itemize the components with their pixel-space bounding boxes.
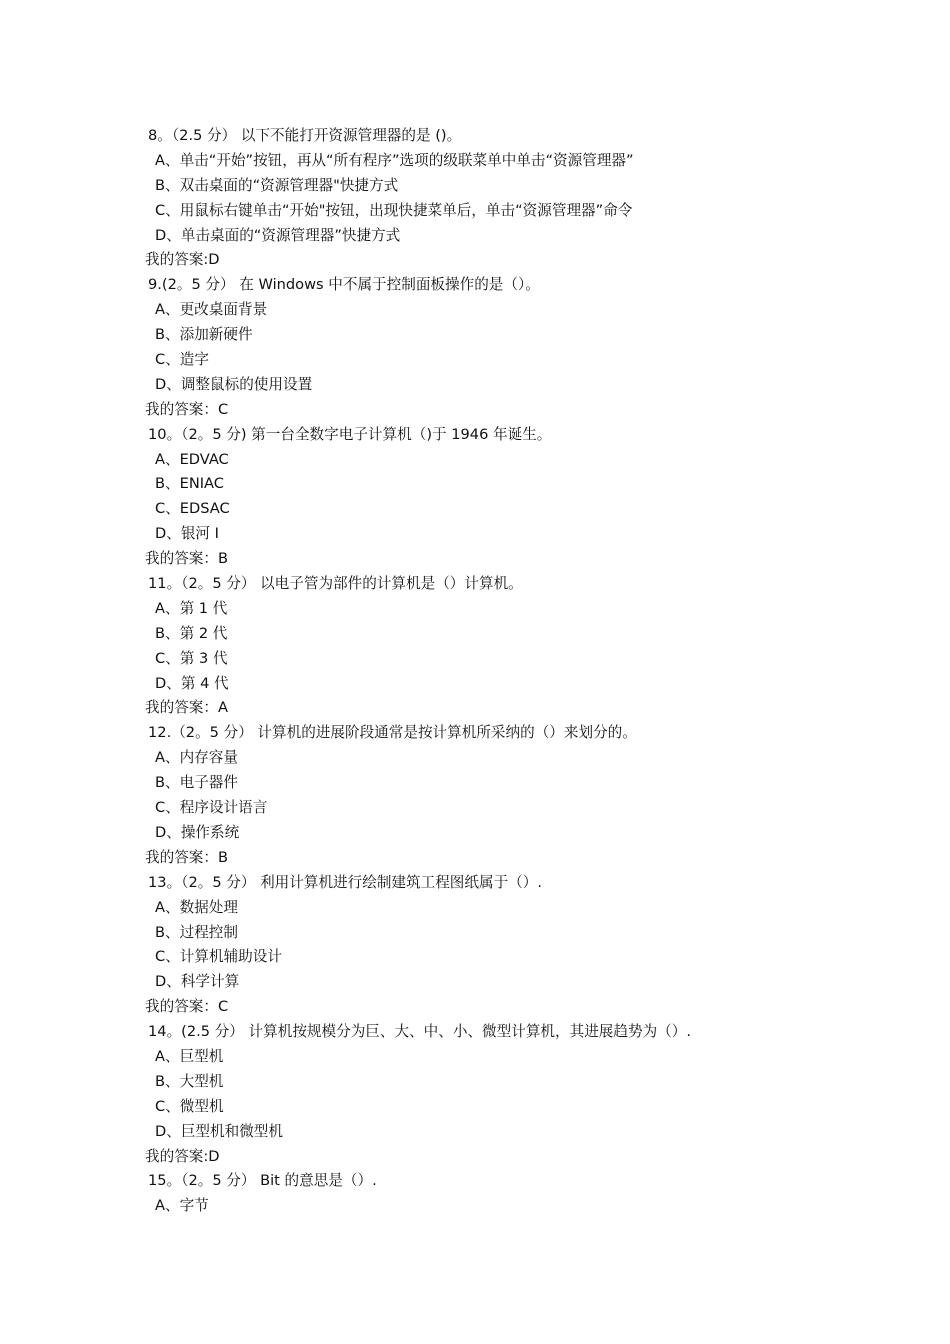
answer-option: B、添加新硬件 — [155, 326, 253, 344]
question-text: 13。（2。5 分） 利用计算机进行绘制建筑工程图纸属于（）. — [148, 873, 543, 891]
document-body — [145, 124, 925, 1219]
answer-option: B、ENIAC — [155, 475, 224, 493]
question-text: 15。（2。5 分） Bit 的意思是（）. — [148, 1172, 377, 1190]
answer-option: B、过程控制 — [155, 923, 238, 941]
my-answer: 我的答案：B — [145, 550, 228, 568]
answer-option: A、EDVAC — [155, 450, 229, 468]
answer-option: A、数据处理 — [155, 898, 238, 916]
my-answer: 我的答案：C — [145, 400, 229, 418]
question-text: 10。（2。5 分) 第一台全数字电子计算机（)于 1946 年诞生。 — [148, 425, 552, 443]
my-answer: 我的答案：C — [145, 998, 229, 1016]
my-answer: 我的答案:D — [145, 251, 220, 269]
answer-option: A、第 1 代 — [155, 599, 228, 617]
answer-option: A、更改桌面背景 — [155, 301, 268, 319]
answer-option: B、大型机 — [155, 1072, 224, 1090]
question-text: 8。（2.5 分） 以下不能打开资源管理器的是 ()。 — [148, 127, 462, 144]
answer-option: D、巨型机和微型机 — [155, 1122, 283, 1140]
answer-option: C、程序设计语言 — [155, 799, 268, 817]
answer-option: A、内存容量 — [155, 749, 238, 767]
answer-option: D、第 4 代 — [155, 674, 229, 692]
answer-option: B、电子器件 — [155, 774, 238, 792]
answer-option: C、微型机 — [155, 1097, 224, 1115]
question-text: 12.（2。5 分） 计算机的进展阶段通常是按计算机所采纳的（）来划分的。 — [148, 724, 637, 742]
answer-option: B、第 2 代 — [155, 624, 228, 642]
question-text: 14。(2.5 分） 计算机按规模分为巨、大、中、小、微型计算机，其进展趋势为（）. — [148, 1023, 691, 1041]
question-text: 11。（2。5 分） 以电子管为部件的计算机是（）计算机。 — [148, 575, 523, 593]
answer-option: C、用鼠标右键单击“开始"按钮，出现快捷菜单后，单击“资源管理器”命令 — [155, 201, 633, 219]
answer-option: B、双击桌面的“资源管理器"快捷方式 — [155, 176, 399, 194]
question-text: 9.(2。5 分） 在 Windows 中不属于控制面板操作的是（）。 — [148, 276, 540, 294]
answer-option: C、EDSAC — [155, 500, 230, 518]
answer-option: C、第 3 代 — [155, 649, 228, 667]
answer-option: D、科学计算 — [155, 973, 240, 991]
answer-option: A、巨型机 — [155, 1047, 224, 1065]
answer-option: D、调整鼠标的使用设置 — [155, 375, 313, 393]
answer-option: C、计算机辅助设计 — [155, 948, 282, 966]
answer-option: D、单击桌面的“资源管理器”快捷方式 — [155, 226, 401, 244]
my-answer: 我的答案：A — [145, 699, 228, 717]
answer-option: A、字节 — [155, 1197, 209, 1215]
answer-option: D、操作系统 — [155, 823, 240, 841]
answer-option: A、单击“开始”按钮，再从“所有程序”选项的级联菜单中单击“资源管理器” — [155, 151, 634, 169]
my-answer: 我的答案:D — [145, 1147, 220, 1165]
answer-option: C、造字 — [155, 351, 209, 369]
my-answer: 我的答案：B — [145, 848, 228, 866]
answer-option: D、银河 I — [155, 525, 219, 543]
